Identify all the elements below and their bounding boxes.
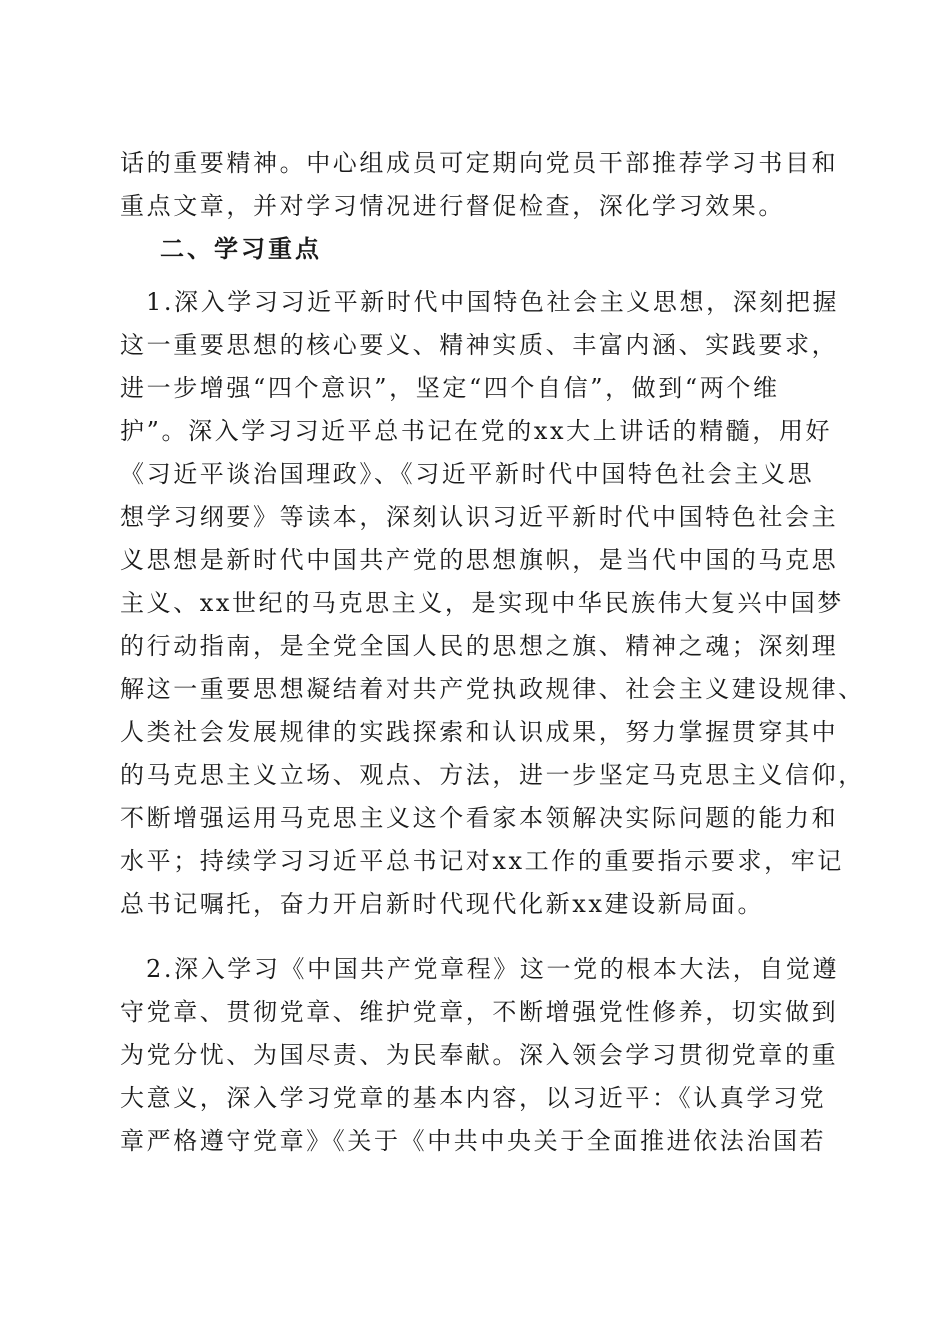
- paragraph1-line-7: 义思想是新时代中国共产党的思想旗帜，是当代中国的马克思: [120, 546, 839, 574]
- paragraph2-line-1: 2.深入学习《中国共产党章程》这一党的根本大法，自觉遵: [146, 955, 840, 983]
- paragraph1-line-10: 解这一重要思想凝结着对共产党执政规律、社会主义建设规律、: [120, 675, 865, 703]
- paragraph1-line-3: 进一步增强“四个意识”，坚定“四个自信”，做到“两个维: [120, 374, 780, 402]
- intro-line-1: 话的重要精神。中心组成员可定期向党员干部推荐学习书目和: [120, 149, 839, 177]
- paragraph1-line-13: 不断增强运用马克思主义这个看家本领解决实际问题的能力和: [120, 804, 839, 832]
- paragraph1-line-2: 这一重要思想的核心要义、精神实质、丰富内涵、实践要求，: [120, 331, 839, 359]
- paragraph1-line-12: 的马克思主义立场、观点、方法，进一步坚定马克思主义信仰，: [120, 761, 865, 789]
- paragraph1-line-5: 《习近平谈治国理政》、《习近平新时代中国特色社会主义思: [120, 460, 815, 488]
- paragraph1-line-11: 人类社会发展规律的实践探索和认识成果，努力掌握贯穿其中: [120, 718, 839, 746]
- paragraph2-line-4: 大意义，深入学习党章的基本内容，以习近平：《认真学习党: [120, 1084, 827, 1112]
- paragraph1-line-15: 总书记嘱托，奋力开启新时代现代化新xx建设新局面。: [120, 890, 765, 918]
- paragraph2-line-2: 守党章、贯彻党章、维护党章，不断增强党性修养，切实做到: [120, 998, 839, 1026]
- paragraph2-line-3: 为党分忧、为国尽责、为民奉献。深入领会学习贯彻党章的重: [120, 1041, 839, 1069]
- intro-line-2: 重点文章，并对学习情况进行督促检查，深化学习效果。: [120, 192, 785, 220]
- paragraph1-line-8: 主义、xx世纪的马克思主义，是实现中华民族伟大复兴中国梦: [120, 589, 844, 617]
- paragraph1-line-14: 水平；持续学习习近平总书记对xx工作的重要指示要求，牢记: [120, 847, 844, 875]
- paragraph1-line-4: 护”。深入学习习近平总书记在党的xx大上讲话的精髓，用好: [120, 417, 833, 445]
- section-heading: 二、学习重点: [160, 234, 322, 263]
- paragraph1-line-9: 的行动指南，是全党全国人民的思想之旗、精神之魂；深刻理: [120, 632, 839, 660]
- paragraph2-line-5: 章严格遵守党章》《关于《中共中央关于全面推进依法治国若: [120, 1127, 827, 1155]
- paragraph1-line-6: 想学习纲要》等读本，深刻认识习近平新时代中国特色社会主: [120, 503, 839, 531]
- paragraph1-line-1: 1.深入学习习近平新时代中国特色社会主义思想，深刻把握: [146, 288, 840, 316]
